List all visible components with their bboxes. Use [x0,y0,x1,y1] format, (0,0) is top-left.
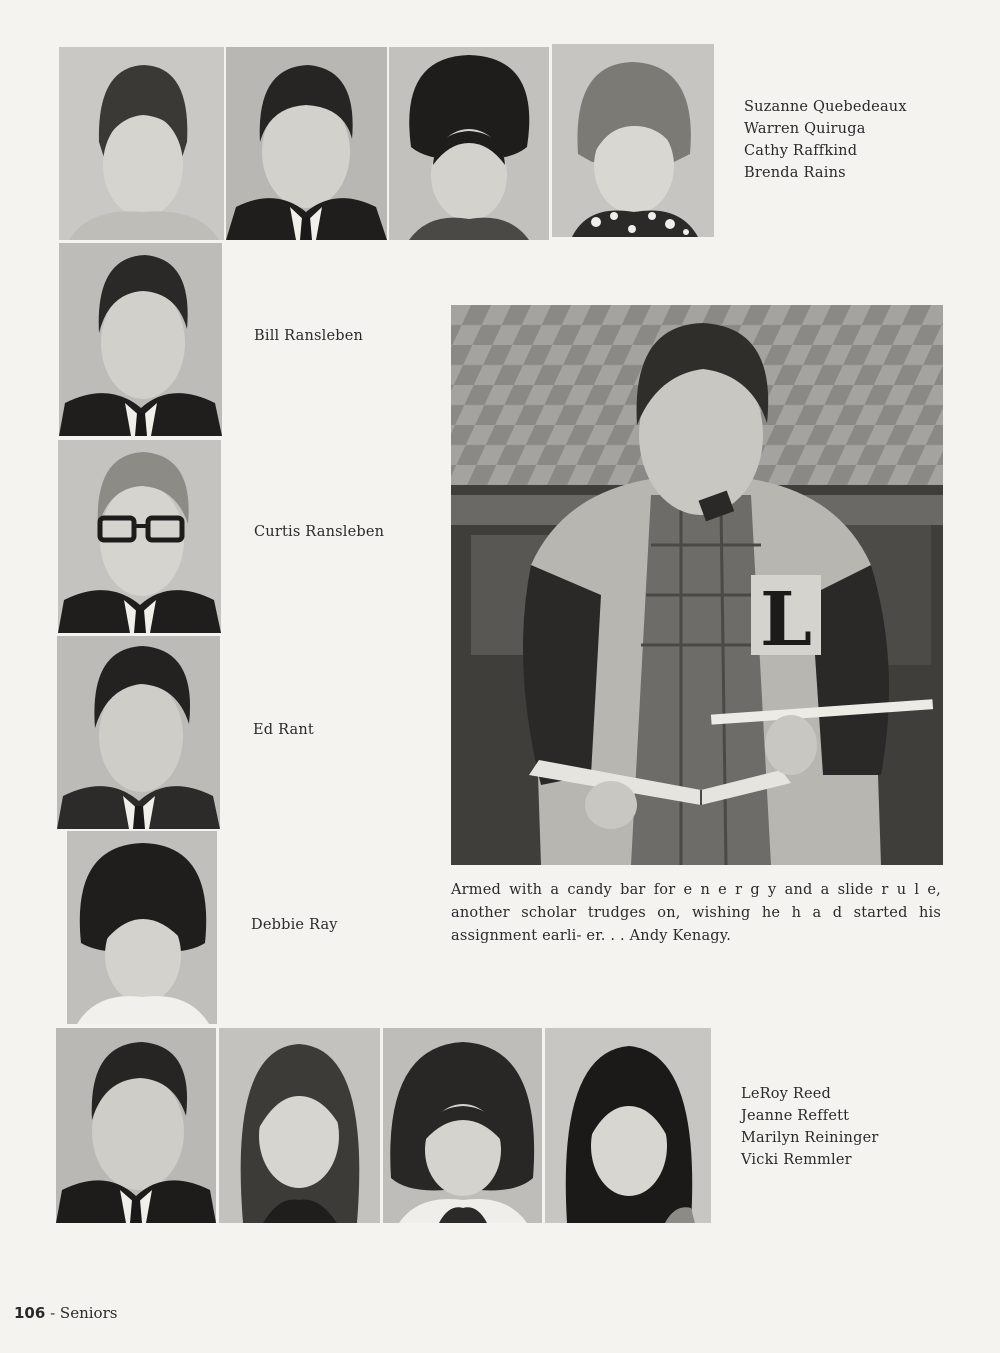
name-curtis-ransleben: Curtis Ransleben [254,524,385,540]
name-leroy-reed: LeRoy Reed [741,1086,832,1102]
portrait-image [57,636,220,829]
portrait-image [219,1028,380,1223]
portrait-suzanne-quebedeaux [59,47,224,240]
portrait-image [59,243,222,436]
portrait-brenda-rains [552,44,714,237]
name-cathy-raffkind: Cathy Raffkind [744,143,858,159]
portrait-bill-ransleben [59,243,222,436]
jacket-letter: L [759,577,813,663]
portrait-image [545,1028,711,1223]
portrait-image [389,47,549,240]
portrait-debbie-ray [67,831,217,1024]
feature-photo-image [451,305,943,865]
portrait-jeanne-reffett [219,1028,380,1223]
name-bill-ransleben: Bill Ransleben [254,328,364,344]
name-jeanne-reffett: Jeanne Reffett [741,1108,850,1124]
portrait-marilyn-reininger [383,1028,542,1223]
portrait-image [56,1028,216,1223]
name-marilyn-reininger: Marilyn Reininger [741,1130,879,1146]
page-number: 106 [14,1304,46,1322]
portrait-image [67,831,217,1024]
portrait-image [58,440,221,633]
portrait-ed-rant [57,636,220,829]
portrait-vicki-remmler [545,1028,711,1223]
name-brenda-rains: Brenda Rains [744,165,846,181]
portrait-image [383,1028,542,1223]
portrait-image [552,44,714,237]
feature-photo-caption: Armed with a candy bar for e n e r g y and a slide r u l e, another scholar trudges on, wishing he h a d started his assignment earli- er. . . Andy Kenagy. [451,882,941,944]
portrait-image [226,47,387,240]
portrait-curtis-ransleben [58,440,221,633]
portrait-leroy-reed [56,1028,216,1223]
portrait-image [59,47,224,240]
name-suzanne-quebedeaux: Suzanne Quebedeaux [744,99,907,115]
bottom-row-name-list [741,1083,878,1171]
feature-photo-student-with-slide-rule [451,305,943,865]
name-vicki-remmler: Vicki Remmler [741,1152,852,1168]
portrait-cathy-raffkind [389,47,549,240]
name-debbie-ray: Debbie Ray [251,917,338,933]
page-footer [14,1304,117,1322]
section-label: - Seniors [50,1304,118,1322]
top-row-name-list [744,96,907,184]
portrait-warren-quiruga [226,47,387,240]
name-ed-rant: Ed Rant [253,722,314,738]
name-warren-quiruga: Warren Quiruga [744,121,866,137]
